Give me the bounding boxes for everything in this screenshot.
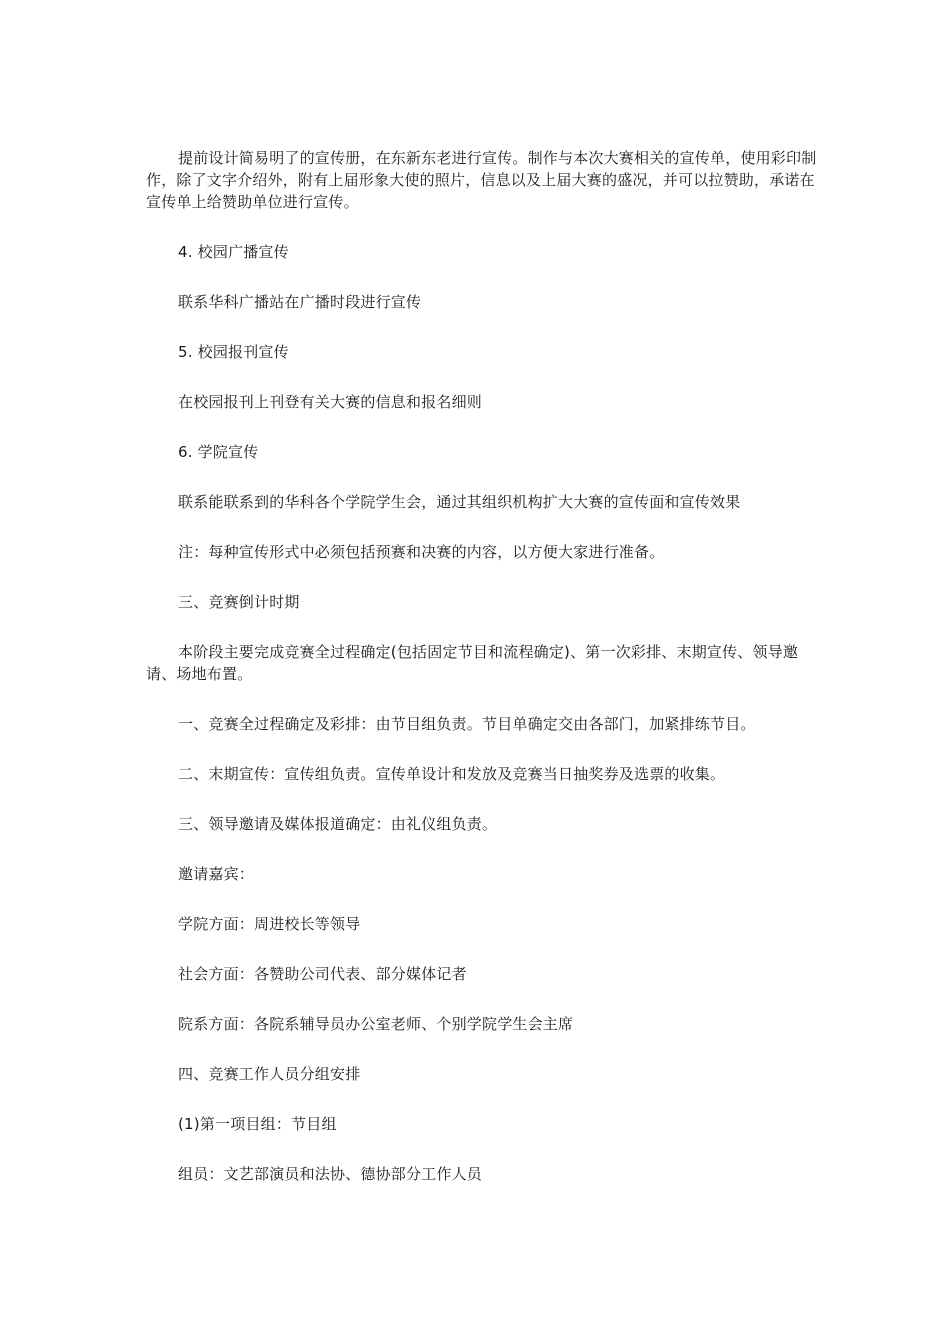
paragraph-note: 注：每种宣传形式中必须包括预赛和决赛的内容，以方便大家进行准备。 [178, 543, 665, 561]
document-page [146, 147, 818, 1213]
paragraph-guests-departments: 院系方面：各院系辅导员办公室老师、个别学院学生会主席 [178, 1015, 574, 1033]
paragraph-brochure-intro: 提前设计简易明了的宣传册，在东新东老进行宣传。制作与本次大赛相关的宣传单，使用彩印制作，除了文字介绍外，附有上届形象大使的照片，信息以及上届大赛的盛况，并可以拉赞助，承诺在宣传单上给赞助单位进行宣传。 [146, 149, 817, 211]
heading-countdown-period: 三、竞赛倒计时期 [178, 593, 300, 611]
paragraph-program-members: 组员：文艺部演员和法协、德协部分工作人员 [178, 1165, 483, 1183]
heading-college-publicity: 6. 学院宣传 [178, 443, 259, 461]
paragraph-invited-guests: 邀请嘉宾： [178, 865, 255, 883]
paragraph-guests-college: 学院方面：周进校长等领导 [178, 915, 361, 933]
paragraph-guests-society: 社会方面：各赞助公司代表、部分媒体记者 [178, 965, 467, 983]
paragraph-leader-invitation: 三、领导邀请及媒体报道确定：由礼仪组负责。 [178, 815, 498, 833]
paragraph-countdown-summary: 本阶段主要完成竞赛全过程确定(包括固定节目和流程确定)、第一次彩排、末期宣传、领导邀请、场地布置。 [146, 643, 799, 683]
paragraph-campus-newspaper: 在校园报刊上刊登有关大赛的信息和报名细则 [178, 393, 483, 411]
heading-campus-newspaper: 5. 校园报刊宣传 [178, 343, 289, 361]
paragraph-college-publicity: 联系能联系到的华科各个学院学生会，通过其组织机构扩大大赛的宣传面和宣传效果 [178, 493, 741, 511]
paragraph-process-rehearsal: 一、竞赛全过程确定及彩排：由节目组负责。节目单确定交由各部门，加紧排练节目。 [178, 715, 756, 733]
paragraph-program-group: (1)第一项目组：节目组 [178, 1115, 337, 1133]
heading-staff-grouping: 四、竞赛工作人员分组安排 [178, 1065, 361, 1083]
heading-campus-radio: 4. 校园广播宣传 [178, 243, 289, 261]
paragraph-campus-radio: 联系华科广播站在广播时段进行宣传 [178, 293, 422, 311]
paragraph-final-publicity: 二、末期宣传：宣传组负责。宣传单设计和发放及竞赛当日抽奖券及选票的收集。 [178, 765, 726, 783]
